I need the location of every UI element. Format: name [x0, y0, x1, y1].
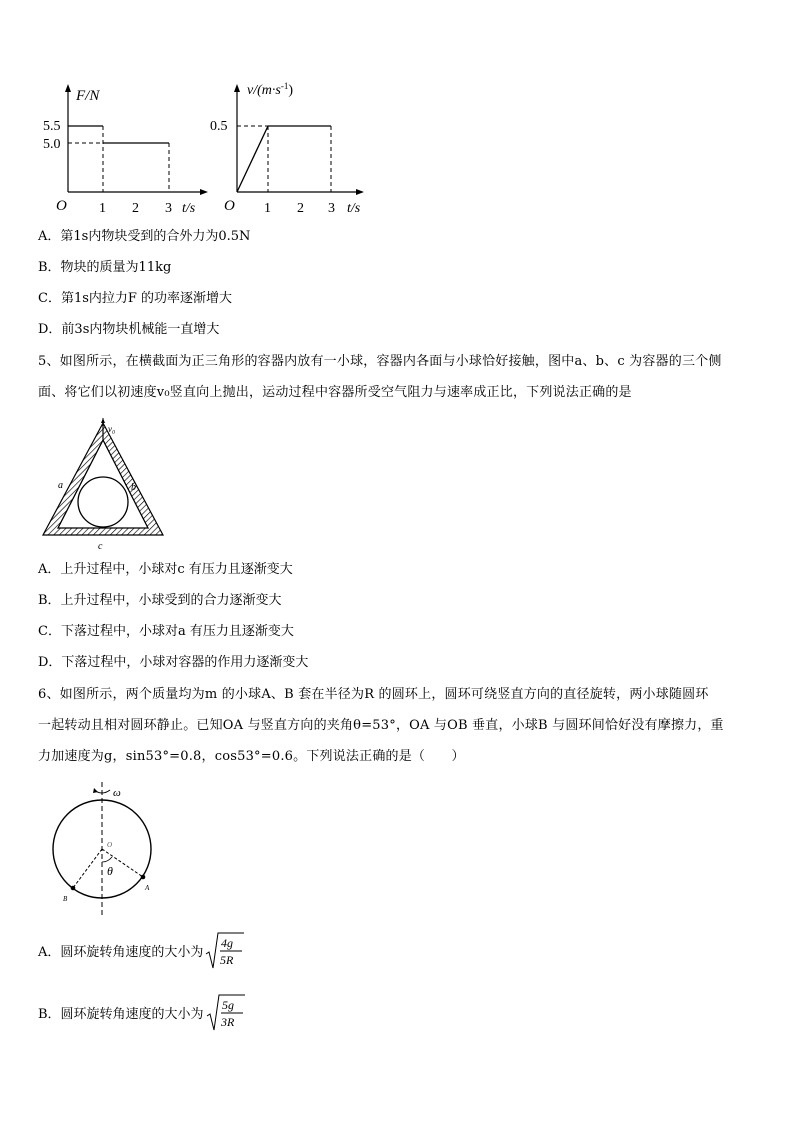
- q4-option-d: D．前3s内物块机械能一直增大: [38, 322, 220, 337]
- triangle-container-figure: [40, 418, 170, 553]
- frac-num: 5g: [221, 998, 234, 1012]
- q6-option-b: [38, 992, 246, 1032]
- q6-option-b-text: B．圆环旋转角速度的大小为: [38, 1006, 204, 1022]
- velocity-x-tick-3: 3: [328, 201, 335, 216]
- velocity-ramp: [237, 126, 268, 192]
- force-x-tick-3: 3: [165, 201, 172, 216]
- velocity-x-arrow: [356, 189, 364, 195]
- label-v0: v₀: [108, 424, 116, 434]
- label-a: a: [58, 480, 63, 491]
- force-x-tick-1: 1: [99, 201, 106, 216]
- velocity-tick-0-5: 0.5: [210, 119, 228, 134]
- force-tick-5-0: 5.0: [43, 137, 61, 152]
- q6-option-a: [38, 930, 245, 970]
- frac-den: 3R: [220, 1015, 234, 1029]
- ball-a: [141, 875, 146, 880]
- theta-arc: [102, 857, 112, 862]
- q6-stem-line1: 6、如图所示，两个质量均为m 的小球A、B 套在半径为R 的圆环上，圆环可绕竖直方向的直径旋转，两小球随圆环: [38, 687, 709, 702]
- q6-option-a-text: A．圆环旋转角速度的大小为: [38, 944, 204, 960]
- q4-option-c: C．第1s内拉力F 的功率逐渐增大: [38, 291, 233, 306]
- q5-option-a: A．上升过程中，小球对c 有压力且逐渐变大: [38, 562, 293, 577]
- label-c: c: [98, 541, 103, 552]
- q5-option-d: D．下落过程中，小球对容器的作用力逐渐变大: [38, 655, 309, 670]
- ring-figure: [50, 780, 170, 920]
- v0-arrowhead: [101, 418, 105, 423]
- q4-option-a: A．第1s内物块受到的合外力为0.5N: [38, 229, 251, 244]
- velocity-x-label: t/s: [347, 201, 361, 216]
- q5-stem-line2: 面、将它们以初速度v₀竖直向上抛出，运动过程中容器所受空气阻力与速率成正比，下列说法正确的是: [38, 385, 632, 400]
- label-b: b: [131, 482, 136, 493]
- label-ball-a: A: [145, 884, 150, 892]
- q4-option-b: B．物块的质量为11kg: [38, 260, 172, 275]
- label-ball-b: B: [63, 895, 68, 903]
- force-x-tick-2: 2: [132, 201, 139, 216]
- force-y-arrow: [65, 84, 71, 92]
- velocity-x-tick-2: 2: [297, 201, 304, 216]
- frac-num: 4g: [221, 936, 234, 950]
- label-theta: θ: [107, 864, 113, 878]
- sqrt-4g-5r: [205, 930, 245, 970]
- velocity-y-label: $v/(m\cdot s^{-1})$: [247, 81, 293, 98]
- q5-option-b: B．上升过程中，小球受到的合力逐渐变大: [38, 593, 282, 608]
- q6-stem-line3: 力加速度为g，sin53°=0.8，cos53°=0.6。下列说法正确的是（ ）: [38, 749, 465, 764]
- q5-stem-line1: 5、如图所示，在横截面为正三角形的容器内放有一小球，容器内各面与小球恰好接触，图中a、b、c 为容器的三个侧: [38, 354, 722, 369]
- ball: [78, 477, 128, 527]
- force-x-label: t/s: [182, 201, 196, 216]
- q5-option-c: C．下落过程中，小球对a 有压力且逐渐变大: [38, 624, 294, 639]
- label-center-o: O: [107, 841, 113, 849]
- ball-b: [71, 886, 76, 891]
- velocity-time-graph: [200, 78, 380, 220]
- velocity-y-arrow: [234, 84, 240, 92]
- sqrt-5g-3r: [206, 992, 246, 1032]
- frac-den: 5R: [220, 953, 234, 967]
- force-y-label: F/N: [76, 88, 100, 104]
- force-time-graph: [30, 80, 210, 220]
- velocity-x-tick-1: 1: [264, 201, 271, 216]
- q6-stem-line2: 一起转动且相对圆环静止。已知OA 与竖直方向的夹角θ=53°，OA 与OB 垂直，小球B 与圆环间恰好没有摩擦力，重: [38, 718, 724, 733]
- radius-ob: [73, 849, 102, 888]
- force-tick-5-5: 5.5: [43, 119, 61, 134]
- force-origin: O: [56, 198, 67, 214]
- label-omega: ω: [113, 787, 121, 799]
- velocity-origin: O: [224, 198, 235, 214]
